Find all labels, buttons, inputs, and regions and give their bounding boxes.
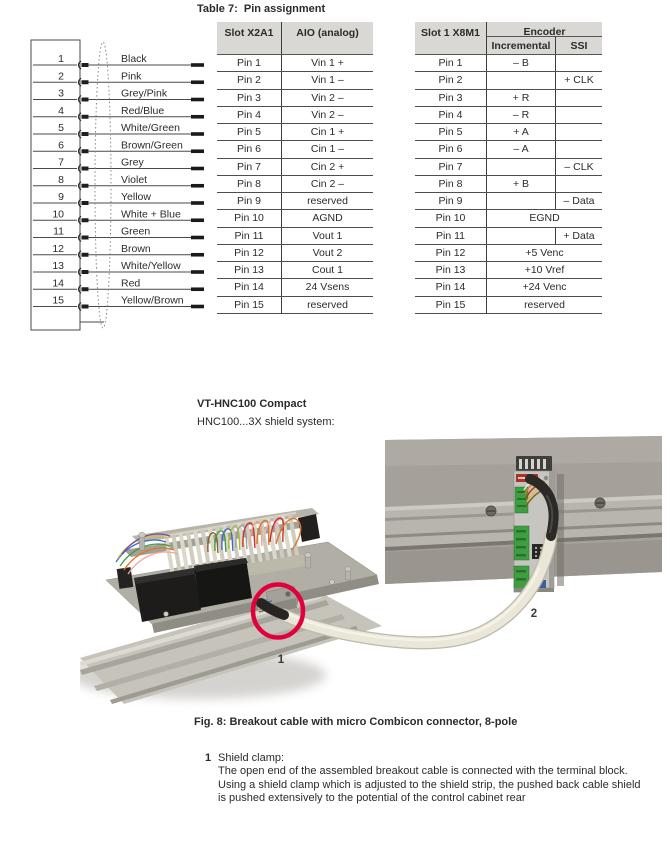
plug-icon: [82, 305, 89, 309]
table-row: [217, 72, 373, 89]
plug-icon: [82, 98, 89, 102]
wire-end-icon: [191, 167, 204, 171]
pin-number: 13: [52, 260, 64, 272]
footnote-paragraph: The open end of the assembled breakout cable is connected with the terminal block.: [218, 765, 628, 778]
value-cell: reserved: [307, 195, 348, 208]
wire-color-label: White + Blue: [121, 208, 181, 221]
plug-icon: [82, 218, 89, 222]
table-row: [217, 193, 373, 210]
incremental-cell: + B: [487, 176, 556, 192]
ssi-cell: – Data: [563, 195, 595, 208]
wire-end-icon: [191, 287, 204, 291]
pin-number: 11: [53, 225, 64, 238]
pin-cell: Pin 13: [415, 262, 487, 278]
value-cell: Vin 1 +: [311, 57, 344, 70]
table-row: [415, 159, 602, 176]
plug-icon: [82, 287, 89, 291]
incremental-cell: [487, 193, 556, 209]
pin-cell: Pin 2: [217, 72, 282, 88]
pin-number: 7: [58, 156, 64, 169]
table-row: [415, 245, 602, 262]
incremental-cell: + A: [487, 124, 556, 140]
wire-color-label: White/Yellow: [121, 260, 181, 272]
column-header: Slot 1 X8M1: [415, 22, 487, 54]
pin-cell: Pin 11: [217, 228, 282, 244]
table-title: Table 7: Pin assignment: [197, 3, 326, 15]
table-row: [217, 55, 373, 72]
wire-color-label: Black: [121, 53, 147, 65]
pin-cell: Pin 7: [415, 159, 487, 175]
pin-cell: Pin 3: [415, 90, 487, 106]
pin-cell: Pin 4: [415, 107, 487, 123]
plug-icon: [82, 63, 89, 67]
wire-end-icon: [191, 80, 204, 84]
pin-cell: Pin 7: [217, 159, 282, 175]
wire-end-icon: [191, 253, 204, 257]
value-cell: Vout 1: [312, 229, 343, 242]
table-row: [415, 141, 602, 158]
table-row: [217, 107, 373, 124]
wire-end-icon: [191, 184, 204, 188]
wire-end-icon: [191, 149, 204, 153]
pin-number: 3: [58, 87, 64, 100]
value-cell: Vin 2 –: [311, 108, 344, 121]
encoder-pin-table: [415, 22, 602, 314]
wire-color-label: Yellow: [121, 191, 151, 203]
pin-number: 6: [58, 139, 64, 152]
ssi-cell: + CLK: [564, 74, 594, 87]
plug-icon: [82, 149, 89, 153]
table-row: [217, 210, 373, 227]
plug-icon: [82, 270, 89, 274]
plug-icon: [82, 167, 89, 171]
cable-shield-ellipse: [95, 42, 111, 328]
wire-end-icon: [191, 305, 204, 309]
pin-cell: Pin 5: [415, 124, 487, 140]
pin-number: 14: [52, 277, 64, 290]
pin-cell: Pin 11: [415, 228, 487, 244]
incremental-cell: – B: [487, 55, 556, 71]
wire-end-icon: [191, 236, 204, 240]
pin-cell: Pin 12: [415, 245, 487, 261]
incremental-cell: [487, 228, 556, 244]
pin-cell: Pin 6: [415, 141, 487, 157]
incremental-cell: – A: [487, 141, 556, 157]
pin-cell: Pin 14: [415, 279, 487, 295]
wire-end-icon: [191, 201, 204, 205]
figure-caption: Fig. 8: Breakout cable with micro Combicon connector, 8-pole: [194, 716, 518, 728]
pin-number: 5: [58, 122, 64, 134]
section-subheading: HNC100...3X shield system:: [197, 416, 335, 428]
analog-table-header: [217, 22, 373, 55]
pin-cell: Pin 13: [217, 262, 282, 278]
footnote-paragraph: Using a shield clamp which is adjusted to the shield strip, the pushed back cable shield is pushed extensively to the potential of the control cabinet rear: [218, 778, 641, 805]
incremental-cell: – R: [487, 107, 556, 123]
pin-cell: Pin 8: [415, 176, 487, 192]
table-row: [217, 297, 373, 314]
table-row: [217, 245, 373, 262]
pin-cell: Pin 1: [217, 55, 282, 71]
pin-cell: Pin 9: [415, 193, 487, 209]
value-cell: +10 Vref: [524, 264, 565, 277]
breakout-terminal-assembly: [80, 508, 382, 704]
callout-1: 1: [277, 654, 285, 666]
pin-number: 8: [58, 173, 64, 186]
wire-color-label: Brown/Green: [121, 139, 183, 152]
value-cell: +24 Venc: [522, 281, 567, 294]
analog-table-body: [217, 55, 373, 314]
table-row: [415, 176, 602, 193]
wire-end-icon: [191, 63, 204, 67]
table-row: [217, 279, 373, 296]
footnote-number: 1: [205, 752, 212, 764]
plug-icon: [82, 253, 89, 257]
pin-cell: Pin 5: [217, 124, 282, 140]
callout-2: 2: [530, 608, 538, 620]
footnote-title: Shield clamp:: [218, 752, 285, 764]
ssi-cell: [556, 55, 602, 71]
encoder-table-header: [415, 22, 602, 55]
wire-end-icon: [191, 270, 204, 274]
incremental-cell: [487, 72, 556, 88]
table-row: [415, 279, 602, 296]
value-cell: reserved: [524, 298, 565, 311]
pin-cell: Pin 15: [217, 297, 282, 313]
pin-number: 15: [52, 294, 64, 307]
pin-cell: Pin 1: [415, 55, 487, 71]
table-row: [217, 228, 373, 245]
wire-end-icon: [191, 115, 204, 119]
value-cell: Vin 1 –: [311, 74, 344, 87]
table-row: [415, 107, 602, 124]
table-row: [217, 141, 373, 158]
value-cell: Vout 2: [312, 246, 343, 259]
table-row: [415, 72, 602, 89]
table-row: [415, 297, 602, 314]
table-row: [415, 262, 602, 279]
pin-cell: Pin 14: [217, 279, 282, 295]
value-cell: Cin 1 +: [310, 126, 345, 139]
ssi-cell: – CLK: [564, 160, 594, 173]
table-row: [415, 124, 602, 141]
pin-number: 2: [58, 70, 64, 83]
value-cell: Cin 1 –: [310, 143, 345, 156]
table-row: [415, 193, 602, 210]
wire-end-icon: [191, 218, 204, 222]
value-cell: Cin 2 –: [310, 177, 345, 190]
wiring-diagram: [0, 0, 218, 345]
ssi-cell: + Data: [563, 229, 595, 242]
ssi-cell: [556, 176, 602, 192]
pin-number: 4: [58, 104, 64, 117]
plug-icon: [82, 236, 89, 240]
footnote-text: [218, 752, 650, 806]
value-cell: +5 Venc: [525, 246, 564, 259]
wire-color-label: Green: [121, 225, 151, 238]
ssi-cell: [556, 107, 602, 123]
incremental-cell: [487, 159, 556, 175]
column-header: Incremental: [487, 37, 556, 54]
plug-icon: [82, 201, 89, 205]
table-row: [217, 262, 373, 279]
incremental-cell: + R: [487, 90, 556, 106]
plug-icon: [82, 80, 89, 84]
pin-cell: Pin 12: [217, 245, 282, 261]
table-row: [217, 159, 373, 176]
encoder-group-header: [487, 22, 602, 54]
value-cell: Vin 2 –: [311, 91, 344, 104]
pin-cell: Pin 9: [217, 193, 282, 209]
value-cell: 24 Vsens: [305, 281, 350, 294]
pin-cell: Pin 4: [217, 107, 282, 123]
column-header: Encoder: [487, 22, 602, 37]
wire-color-label: Violet: [121, 173, 148, 186]
pin-cell: Pin 10: [217, 210, 282, 226]
footnote-item: [205, 752, 655, 806]
pin-cell: Pin 3: [217, 90, 282, 106]
pin-cell: Pin 10: [415, 210, 487, 226]
ssi-cell: [556, 141, 602, 157]
section-heading: VT-HNC100 Compact: [197, 398, 307, 410]
table-row: [415, 55, 602, 72]
value-cell: Cout 1: [312, 264, 343, 277]
wire-color-label: Grey: [121, 156, 144, 169]
value-cell: Cin 2 +: [310, 160, 345, 173]
table-row: [217, 176, 373, 193]
wire-color-label: Grey/Pink: [121, 87, 168, 100]
wire-end-icon: [191, 132, 204, 136]
ssi-cell: [556, 90, 602, 106]
column-header: SSI: [570, 39, 588, 52]
pin-cell: Pin 2: [415, 72, 487, 88]
wire-color-label: Brown: [121, 242, 151, 255]
pin-cell: Pin 15: [415, 297, 487, 313]
pin-cell: Pin 6: [217, 141, 282, 157]
pin-number: 9: [58, 191, 64, 203]
ssi-cell: [556, 124, 602, 140]
wire-end-icon: [191, 98, 204, 102]
analog-pin-table: [217, 22, 373, 314]
plug-icon: [82, 115, 89, 119]
column-header: Slot X2A1: [217, 22, 282, 54]
table-row: [217, 124, 373, 141]
pin-number: 12: [52, 242, 64, 255]
table-row: [217, 90, 373, 107]
table-row: [415, 210, 602, 227]
pin-rows: [33, 53, 204, 311]
value-cell: reserved: [307, 298, 348, 311]
wire-color-label: Pink: [121, 70, 142, 83]
value-cell: AGND: [312, 212, 343, 225]
pin-cell: Pin 8: [217, 176, 282, 192]
column-header: AIO (analog): [296, 27, 359, 39]
wire-color-label: White/Green: [121, 122, 180, 134]
pin-number: 1: [58, 53, 64, 65]
wire-color-label: Red/Blue: [121, 104, 165, 117]
value-cell: EGND: [529, 212, 560, 225]
table-row: [415, 228, 602, 245]
pin-number: 10: [52, 208, 64, 221]
encoder-table-body: [415, 55, 602, 314]
table-row: [415, 90, 602, 107]
wire-color-label: Yellow/Brown: [121, 294, 184, 307]
shield-system-photo: [80, 432, 662, 710]
plug-icon: [82, 184, 89, 188]
plug-icon: [82, 132, 89, 136]
wire-color-label: Red: [121, 277, 141, 290]
